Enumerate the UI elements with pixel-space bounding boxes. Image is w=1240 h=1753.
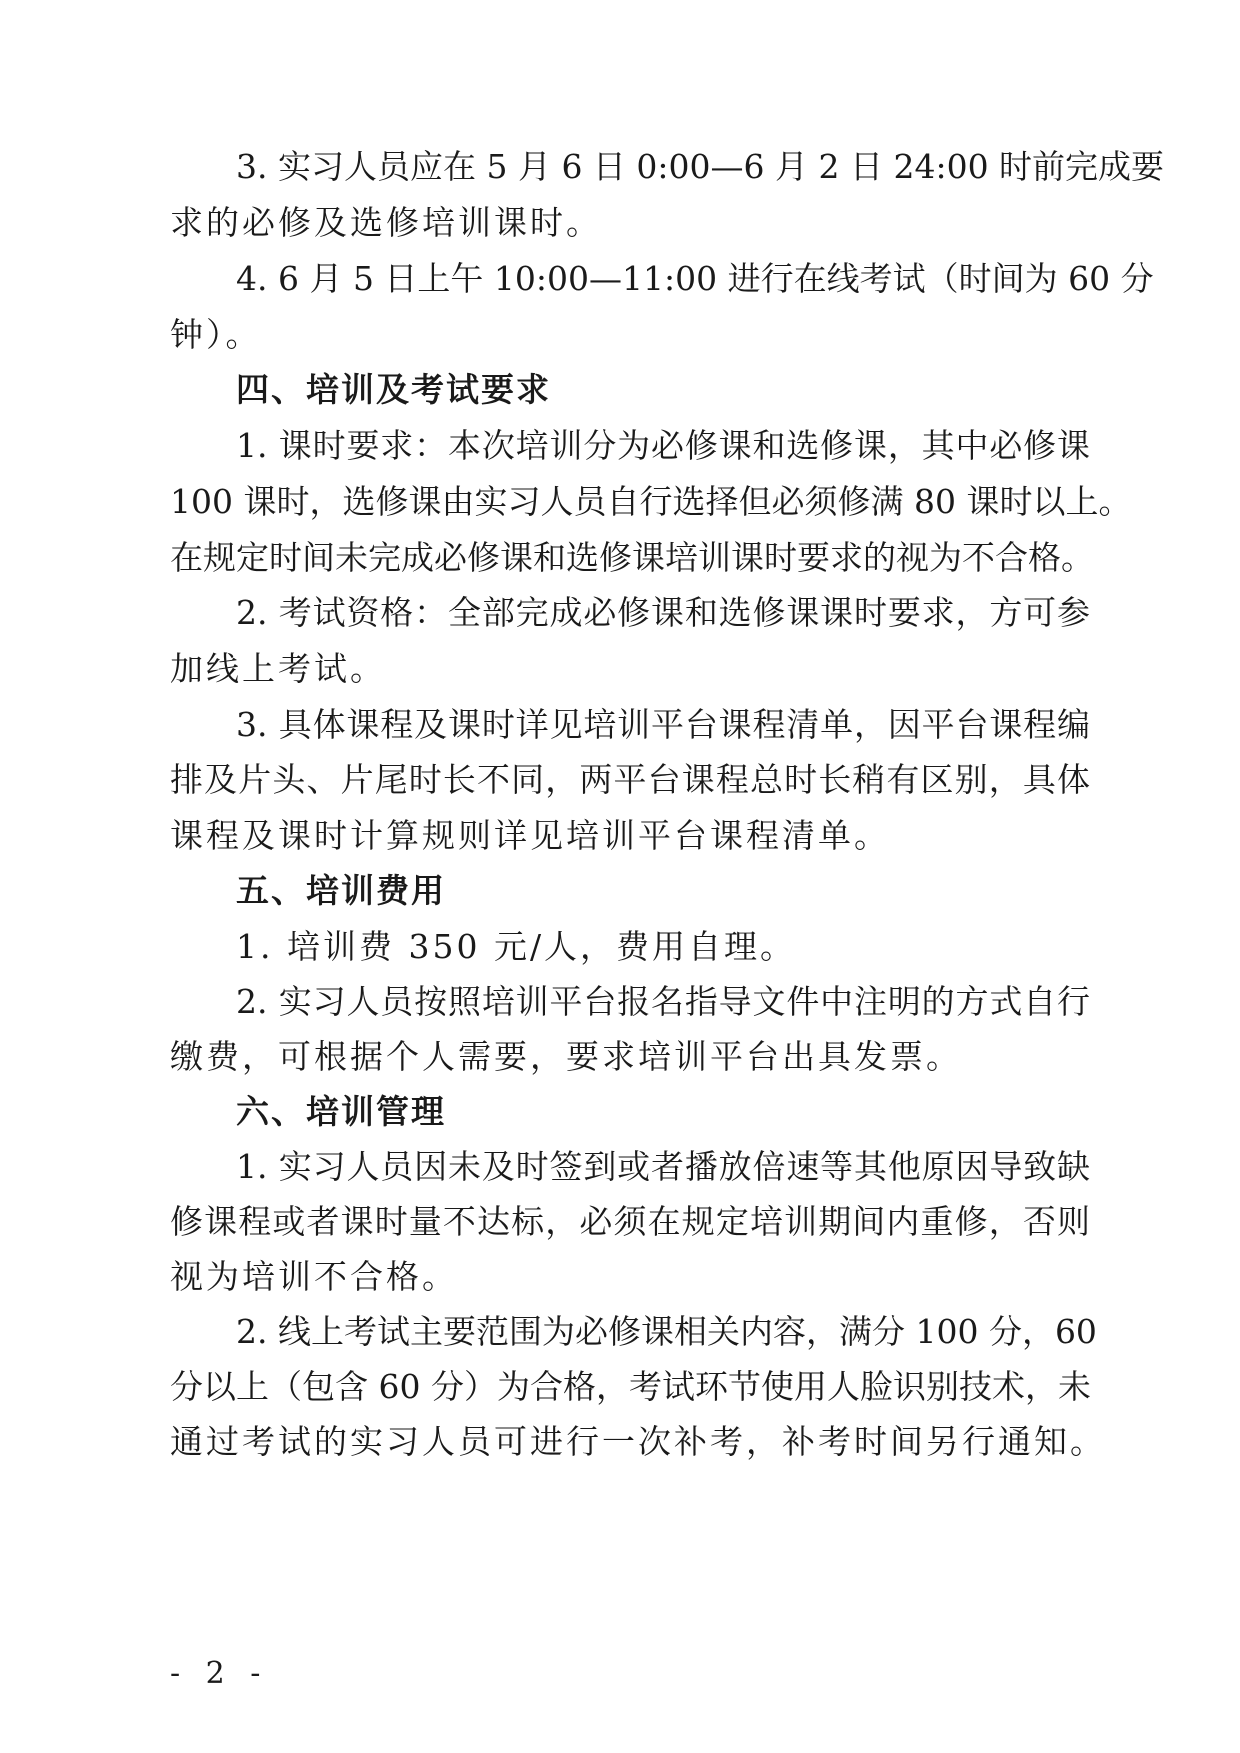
item-3-line-1: 3. 实习人员应在 5 月 6 日 0:00—6 月 2 日 24:00 时前完成要	[236, 147, 1165, 186]
hours-req-line-3: 在规定时间未完成必修课和选修课培训课时要求的视为不合格。	[170, 538, 1094, 577]
management-2-line-3: 通过考试的实习人员可进行一次补考，补考时间另行通知。	[170, 1422, 1106, 1461]
payment-line-1: 2. 实习人员按照培训平台报名指导文件中注明的方式自行	[236, 982, 1090, 1021]
fee-line-1: 1. 培训费 350 元/人，费用自理。	[236, 927, 797, 966]
management-1-line-2: 修课程或者课时量不达标，必须在规定培训期间内重修，否则	[170, 1202, 1090, 1241]
section-heading-4: 四、培训及考试要求	[236, 370, 551, 409]
page-number: - 2 -	[170, 1656, 269, 1691]
hours-req-line-2: 100 课时，选修课由实习人员自行选择但必须修满 80 课时以上。	[170, 482, 1132, 521]
item-4-line-1: 4. 6 月 5 日上午 10:00—11:00 进行在线考试（时间为 60 分	[236, 259, 1154, 298]
management-2-line-1: 2. 线上考试主要范围为必修课相关内容，满分 100 分，60	[236, 1312, 1097, 1351]
course-detail-line-2: 排及片头、片尾时长不同，两平台课程总时长稍有区别，具体	[170, 760, 1090, 799]
exam-qual-line-2: 加线上考试。	[170, 649, 386, 688]
management-1-line-3: 视为培训不合格。	[170, 1257, 458, 1296]
course-detail-line-3: 课程及课时计算规则详见培训平台课程清单。	[170, 816, 890, 855]
management-2-line-2: 分以上（包含 60 分）为合格，考试环节使用人脸识别技术，未	[170, 1367, 1091, 1406]
exam-qual-line-1: 2. 考试资格：全部完成必修课和选修课课时要求，方可参	[236, 593, 1090, 632]
hours-req-line-1: 1. 课时要求：本次培训分为必修课和选修课，其中必修课	[236, 426, 1090, 465]
section-heading-6: 六、培训管理	[236, 1092, 446, 1131]
management-1-line-1: 1. 实习人员因未及时签到或者播放倍速等其他原因导致缺	[236, 1147, 1090, 1186]
section-heading-5: 五、培训费用	[236, 871, 446, 910]
course-detail-line-1: 3. 具体课程及课时详见培训平台课程清单，因平台课程编	[236, 705, 1090, 744]
payment-line-2: 缴费，可根据个人需要，要求培训平台出具发票。	[170, 1037, 962, 1076]
item-3-line-2: 求的必修及选修培训课时。	[170, 203, 602, 242]
item-4-line-2: 钟）。	[170, 315, 262, 354]
